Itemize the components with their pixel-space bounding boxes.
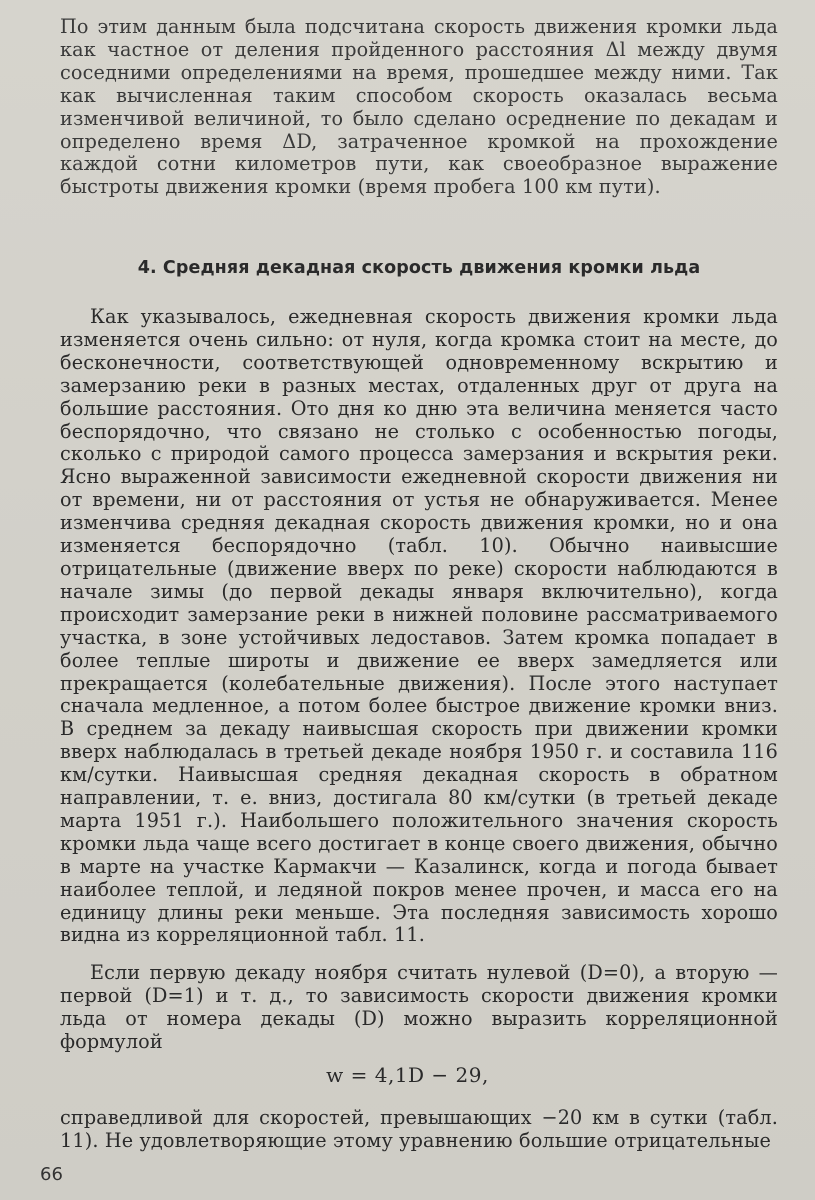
paragraph-decade [60,962,778,1054]
paragraph-top-text: По этим данным была подсчитана скорость движения кромки льда как частное от деления пройденного расстояния Δl между двумя соседними определениями на время, прошедшее между ними. Так как вычисленная таким способом скорость оказалась весьма изменчивой величиной, то было сделано осреднение по декадам и определено время ΔD, затраченное кромкой на прохождение каждой сотни километров пути, как своеобразное выражение быстроты движения кромки (время пробега 100 км пути). [60,15,778,199]
page-number: 66 [40,1164,63,1185]
paragraph-main [60,306,778,947]
section-heading: 4. Средняя декадная скорость движения кромки льда [137,258,701,278]
paragraph-decade-text: Если первую декаду ноября считать нулевой (D=0), а вторую — первой (D=1) и т. д., то зависимость скорости движения кромки льда от номера декады (D) можно выразить корреляционной формулой [60,961,778,1053]
paragraph-bottom [60,1107,778,1153]
correlation-formula: w = 4,1D − 29, [326,1063,489,1087]
paragraph-bottom-text: справедливой для скоростей, превышающих −20 км в сутки (табл. 11). Не удовлетворяющие этому уравнению большие отрицательные [60,1106,778,1152]
paragraph-top [60,16,778,199]
paragraph-main-text: Как указывалось, ежедневная скорость движения кромки льда изменяется очень сильно: от нуля, когда кромка стоит на месте, до бесконечности, соответствующей одновременному вскрытию и замерзанию реки в разных местах, отдаленных друг от друга на большие расстояния. Ото дня ко дню эта величина меняется часто беспорядочно, что связано не столько с особенностью погоды, сколько с природой самого процесса замерзания и вскрытия реки. Ясно выраженной зависимости ежедневной скорости движения ни от времени, ни от расстояния от устья не обнаруживается. Менее изменчива средняя декадная скорость движения кромки, но и она изменяется беспорядочно (табл. 10). Обычно наивысшие отрицательные (движение вверх по реке) скорости наблюдаются в начале зимы (до первой декады января включительно), когда происходит замерзание реки в нижней половине рассматриваемого участка, в зоне устойчивых ледоставов. Затем кромка попадает в более теплые широты и движение ее вверх замедляется или прекращается (колебательные движения). После этого наступает сначала медленное, а потом более быстрое движение кромки вниз. В среднем за декаду наивысшая скорость при движении кромки вверх наблюдалась в третьей декаде ноября 1950 г. и составила 116 км/сутки. Наивысшая средняя декадная скорость в обратном направлении, т. е. вниз, достигала 80 км/сутки (в третьей декаде марта 1951 г.). Наибольшего положительного значения скорость кромки льда чаще всего достигает в конце своего движения, обычно в марте на участке Кармакчи — Казалинск, когда и погода бывает наиболее теплой, и ледяной покров менее прочен, и масса его на единицу длины реки меньше. Эта последняя зависимость хорошо видна из корреляционной табл. 11. [60,305,778,947]
